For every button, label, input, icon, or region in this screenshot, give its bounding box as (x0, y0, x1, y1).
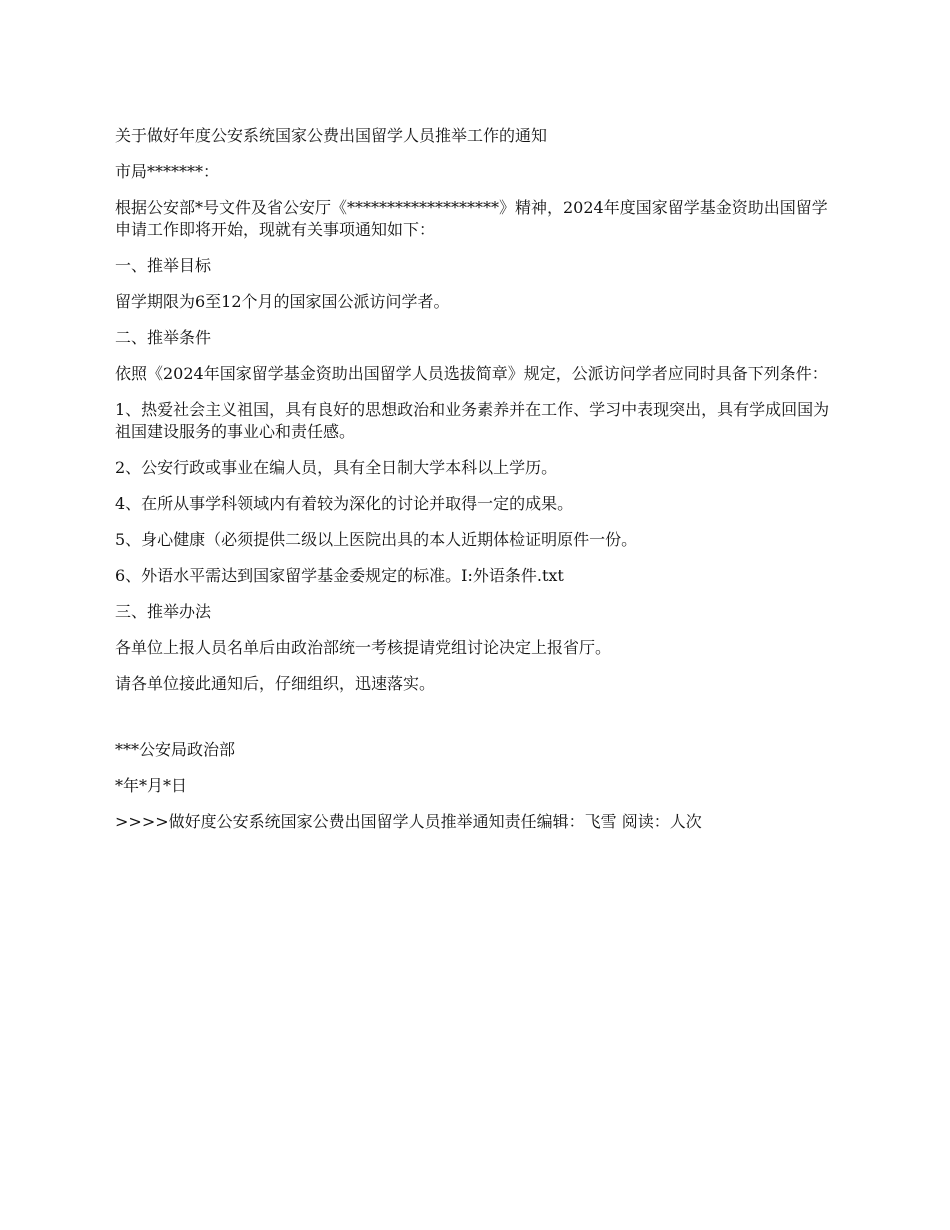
section-heading-conditions: 二、推举条件 (115, 328, 212, 347)
condition-item: 4、在所从事学科领域内有着较为深化的讨论并取得一定的成果。 (115, 494, 574, 513)
condition-item: 1、热爱社会主义祖国，具有良好的思想政治和业务素养并在工作、学习中表现突出，具有学成回国为祖国建设服务的事业心和责任感。 (115, 400, 830, 441)
intro-paragraph: 根据公安部*号文件及省公安厅《*******************》精神，2024年度国家留学基金资助出国留学申请工作即将开始，现就有关事项通知如下： (115, 198, 828, 239)
section-heading-targets: 一、推举目标 (115, 256, 212, 275)
spacer (115, 709, 840, 739)
condition-item: 2、公安行政或事业在编人员，具有全日制大学本科以上学历。 (115, 458, 558, 477)
condition-item: 5、身心健康（必须提供二级以上医院出具的本人近期体检证明原件一份。 (115, 530, 638, 549)
document-body (115, 125, 840, 847)
signature-date: *年*月*日 (115, 776, 188, 795)
section-body-targets: 留学期限为6至12个月的国家国公派访问学者。 (115, 292, 450, 311)
salutation: 市局*******： (115, 162, 220, 181)
footer-line: >>>>做好度公安系统国家公费出国留学人员推举通知责任编辑：飞雪 阅读：人次 (115, 812, 702, 831)
document-title: 关于做好年度公安系统国家公费出国留学人员推举工作的通知 (115, 126, 548, 145)
closing-paragraph: 请各单位接此通知后，仔细组织，迅速落实。 (115, 674, 436, 693)
section-body-conditions: 依照《2024年国家留学基金资助出国留学人员选拔简章》规定，公派访问学者应同时具备下列条件： (115, 364, 828, 383)
signature-org: ***公安局政治部 (115, 740, 236, 759)
condition-item: 6、外语水平需达到国家留学基金委规定的标准。I:外语条件.txt (115, 566, 564, 585)
section-heading-method: 三、推举办法 (115, 602, 212, 621)
section-body-method: 各单位上报人员名单后由政治部统一考核提请党组讨论决定上报省厅。 (115, 638, 612, 657)
